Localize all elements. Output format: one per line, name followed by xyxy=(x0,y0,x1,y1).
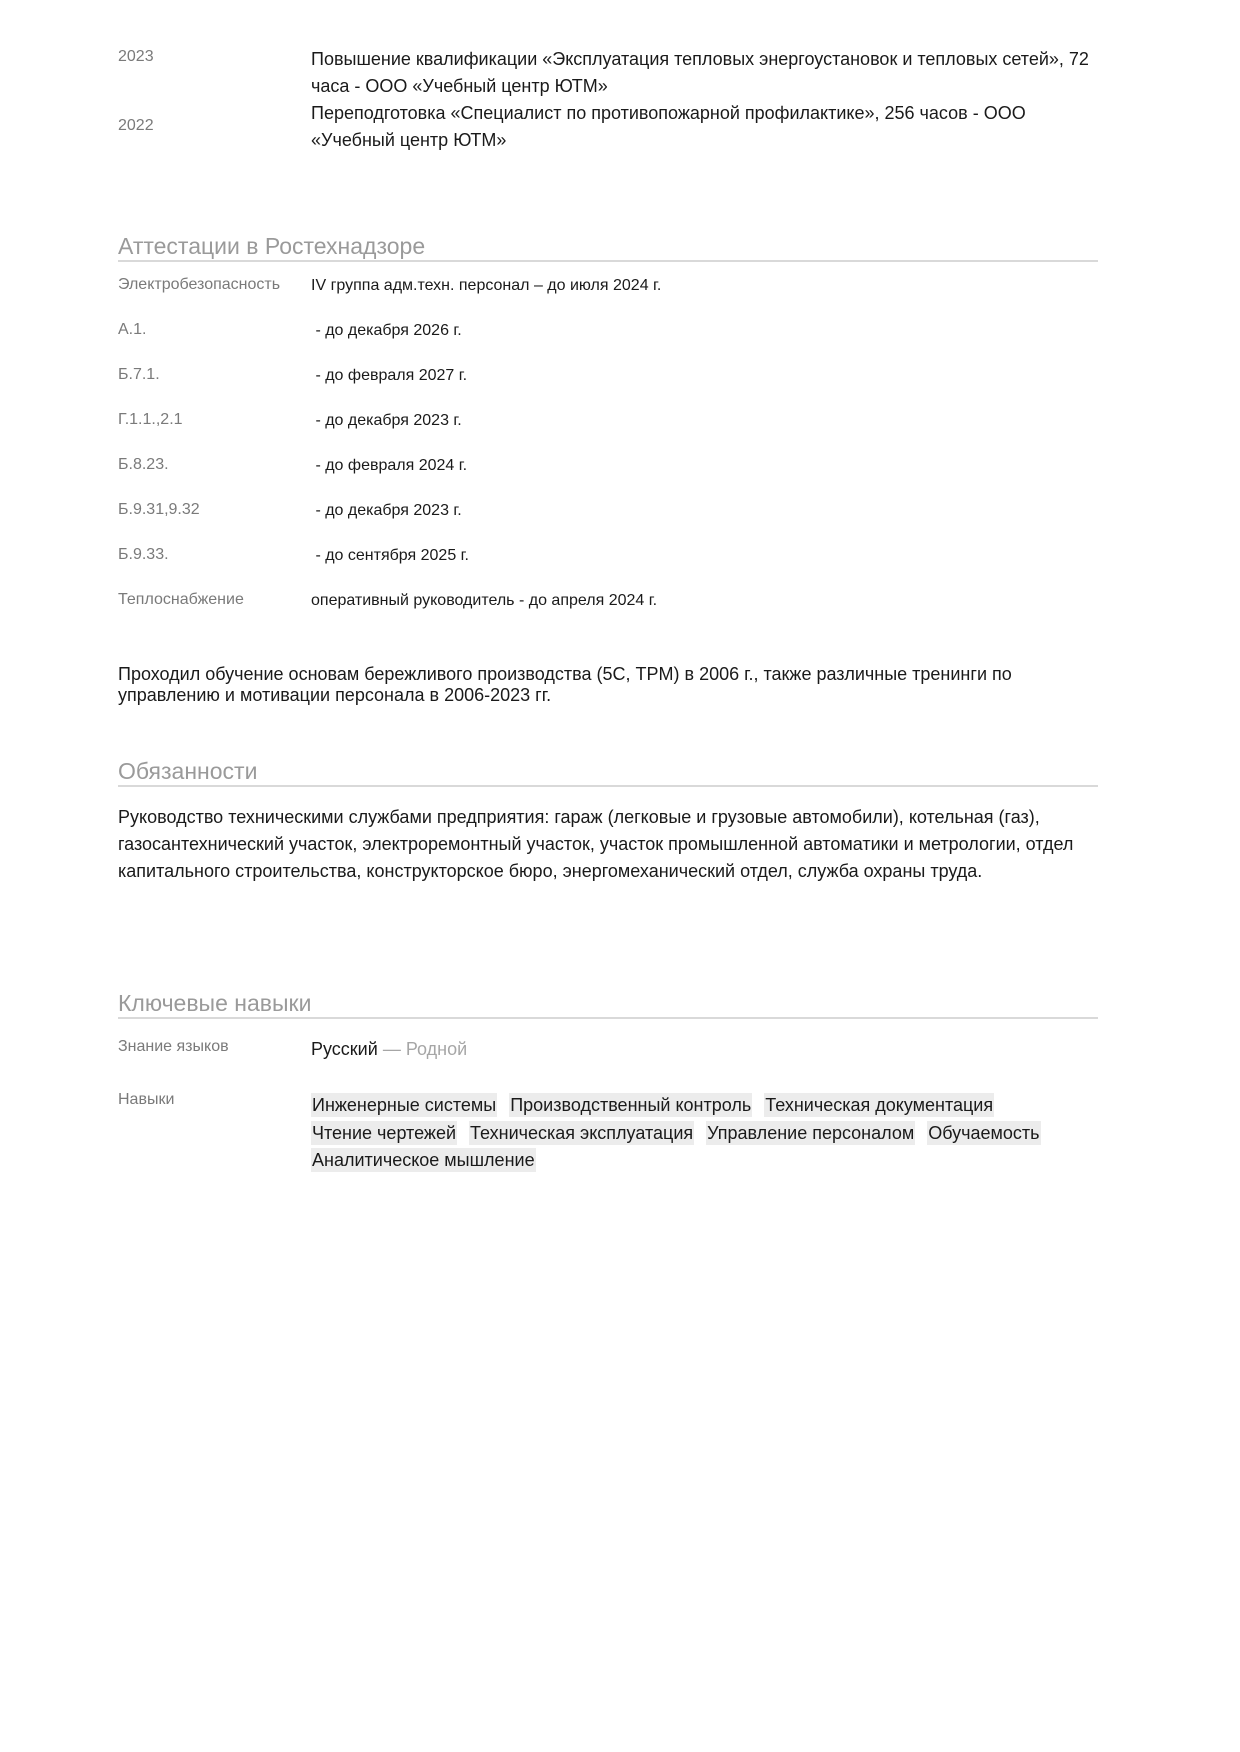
attestation-label: Б.8.23. xyxy=(118,456,169,473)
attestation-value: - до февраля 2027 г. xyxy=(311,367,468,384)
skill-tag: Чтение чертежей xyxy=(312,1122,457,1143)
skill-tag: Аналитическое мышление xyxy=(312,1150,535,1170)
attestation-value: - до февраля 2024 г. xyxy=(311,457,468,474)
languages-label: Знание языков xyxy=(118,1038,229,1055)
attestation-value: - до декабря 2023 г. xyxy=(311,412,462,429)
skill-tag: Обучаемость xyxy=(928,1122,1040,1143)
skill-tag: Техническая документация xyxy=(765,1095,994,1115)
attestation-label: Электробезопасность xyxy=(118,276,281,293)
language-name: Русский xyxy=(311,1039,378,1059)
skill-tag: Производственный контроль xyxy=(510,1095,752,1115)
language-level: — Родной xyxy=(382,1039,468,1059)
attestation-value: - до декабря 2026 г. xyxy=(311,322,462,339)
attestation-label: Б.7.1. xyxy=(118,366,160,383)
skills-title: Ключевые навыки xyxy=(118,990,1098,1019)
attestations-title: Аттестации в Ростехнадзоре xyxy=(118,233,1098,262)
attestation-value: IV группа адм.техн. персонал – до июля 2024 г. xyxy=(311,277,662,294)
attestation-label: Г.1.1.,2.1 xyxy=(118,411,183,428)
skill-tag: Инженерные системы xyxy=(312,1095,497,1115)
training-text: Повышение квалификации «Эксплуатация тепловых энергоустановок и тепловых сетей», 72 часа - ООО «Учебный центр ЮТМ» xyxy=(311,49,1089,96)
attestation-label: А.1. xyxy=(118,321,147,338)
training-year: 2023 xyxy=(118,48,154,65)
skill-tags xyxy=(311,1092,1111,1175)
language-entry xyxy=(311,1036,467,1063)
duties-text: Руководство техническими службами предприятия: гараж (легковые и грузовые автомобили), котельная (газ), газосантехнический участок, электроремонтный участок, участок промышленной автоматики и метрологии, отдел капитального строительства, конструкторское бюро, энергомеханический отдел, служба охраны труда. xyxy=(118,807,1074,881)
lean-training-text: Проходил обучение основам бережливого производства (5С, TPM) в 2006 г., также различные тренинги по управлению и мотивации персонала в 2006-2023 гг. xyxy=(118,664,1012,705)
attestation-label: Б.9.31,9.32 xyxy=(118,501,200,518)
duties-title: Обязанности xyxy=(118,758,1098,787)
skills-label: Навыки xyxy=(118,1091,175,1108)
attestation-value: оперативный руководитель - до апреля 2024 г. xyxy=(311,592,658,609)
training-text: Переподготовка «Специалист по противопожарной профилактике», 256 часов - ООО «Учебный центр ЮТМ» xyxy=(311,103,1026,150)
skill-tag: Техническая эксплуатация xyxy=(470,1122,694,1143)
attestation-label: Теплоснабжение xyxy=(118,591,244,608)
attestation-value: - до сентября 2025 г. xyxy=(311,547,469,564)
attestation-value: - до декабря 2023 г. xyxy=(311,502,462,519)
training-year: 2022 xyxy=(118,117,154,134)
attestation-label: Б.9.33. xyxy=(118,546,169,563)
skill-tag: Управление персоналом xyxy=(707,1122,915,1143)
